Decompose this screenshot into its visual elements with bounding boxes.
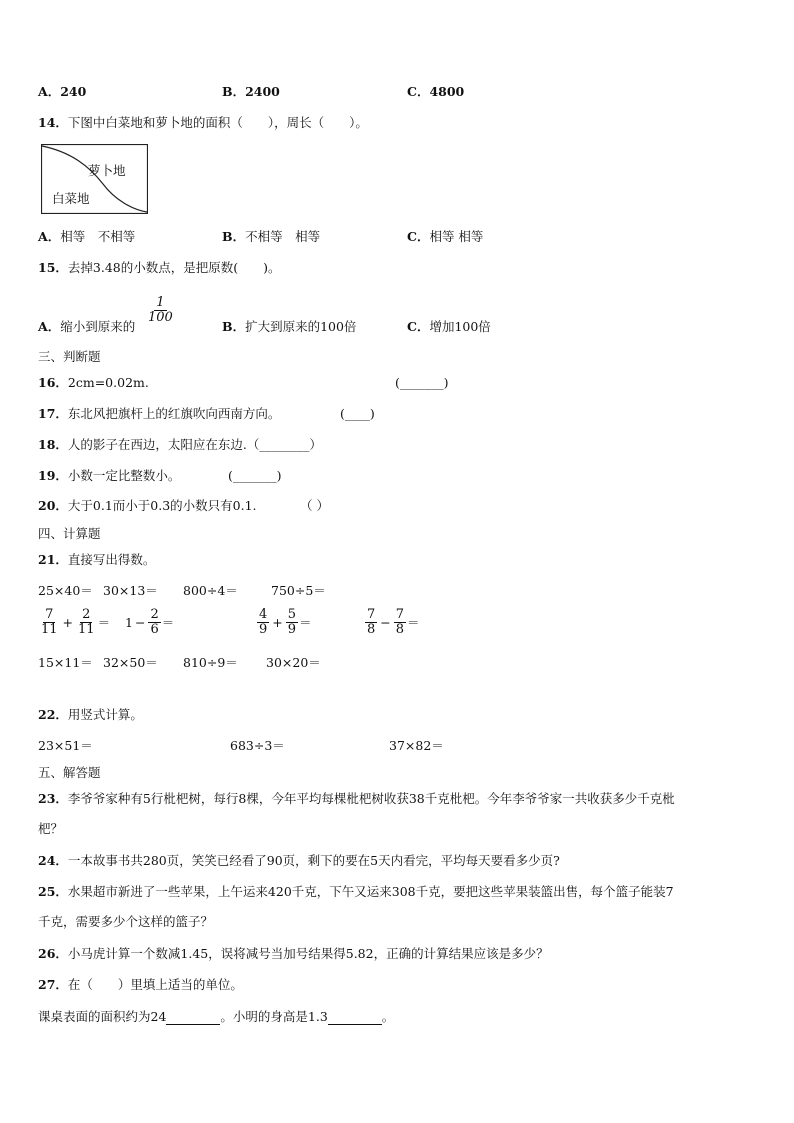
q14-option-a: A．相等 不相等: [38, 229, 136, 244]
q21-r1-c1: 25×40＝: [38, 583, 93, 598]
q13-option-c: C．4800: [407, 84, 465, 99]
q15-fraction: $\frac{1}{100}$: [148, 295, 173, 326]
q23-line-1: 23．李爷爷家种有5行枇杷树，每行8棵，今年平均每棵枇杷树收获38千克枇杷。今年李爷爷家一共收获多少千克枇: [38, 791, 675, 806]
radish-field-label: 萝卜地: [88, 163, 126, 178]
q25-line-2: 千克，需要多少个这样的篮子？: [38, 914, 214, 929]
q19: 19．小数一定比整数小。: [38, 468, 181, 483]
q14-option-c: C．相等 相等: [407, 229, 484, 244]
q27-blank-1[interactable]: [166, 1011, 220, 1025]
q14-diagram: [41, 144, 148, 214]
q21-r3-c1: 15×11＝: [38, 655, 93, 670]
q27-fill-line: 课桌表面的面积约为24 。小明的身高是1.3 。: [38, 1009, 395, 1024]
q15-question: 15．去掉3.48的小数点，是把原数( )。: [38, 260, 281, 275]
q16: 16．2cm=0.02m.: [38, 375, 149, 390]
q21-r3-c2: 32×50＝: [103, 655, 158, 670]
q15-option-b: B．扩大到原来的100倍: [222, 319, 357, 334]
q20-answer-bracket[interactable]: （ ）: [300, 498, 329, 513]
q22-item-3: 37×82＝: [389, 738, 444, 753]
section-5-title: 五、解答题: [38, 765, 101, 780]
q21-r1-c4: 750÷5＝: [271, 583, 326, 598]
cabbage-field-label: 白菜地: [52, 191, 90, 206]
q21-r3-c3: 810÷9＝: [183, 655, 238, 670]
q27-question: 27．在（ ）里填上适当的单位。: [38, 977, 243, 992]
q21-r2-c4: $\frac{7}{8}$ − $\frac{7}{8}$ ＝: [367, 607, 420, 638]
q21-r2-c1: $\frac{7}{11}$ + $\frac{2}{11}$ ＝: [41, 607, 111, 638]
q21-r1-c3: 800÷4＝: [183, 583, 238, 598]
q18: 18．人的影子在西边，太阳应在东边.（________）: [38, 437, 322, 452]
q22-item-2: 683÷3＝: [230, 738, 285, 753]
q22-question: 22．用竖式计算。: [38, 707, 143, 722]
q14-question: 14．下图中白菜地和萝卜地的面积（ ），周长（ ）。: [38, 115, 368, 130]
q22-item-1: 23×51＝: [38, 738, 93, 753]
q13-option-b: B．2400: [222, 84, 280, 99]
section-4-title: 四、计算题: [38, 526, 101, 541]
q23-line-2: 杷？: [38, 821, 64, 836]
q20: 20．大于0.1而小于0.3的小数只有0.1.: [38, 498, 257, 513]
q21-r2-c2: 1 − $\frac{2}{6}$ ＝: [125, 607, 175, 638]
q16-answer-bracket[interactable]: (_______): [395, 375, 449, 390]
q26: 26．小马虎计算一个数减1.45，误将减号当加号结果得5.82，正确的计算结果应该是多少？: [38, 946, 549, 961]
q27-blank-2[interactable]: [328, 1011, 382, 1025]
q21-question: 21．直接写出得数。: [38, 552, 156, 567]
q21-r2-c3: $\frac{4}{9}$ + $\frac{5}{9}$ ＝: [259, 607, 312, 638]
q17-answer-bracket[interactable]: (____): [340, 406, 375, 421]
q15-option-c: C．增加100倍: [407, 319, 491, 334]
q13-option-a: A．240: [38, 84, 87, 99]
q21-r1-c2: 30×13＝: [103, 583, 158, 598]
section-3-title: 三、判断题: [38, 349, 101, 364]
q24: 24．一本故事书共280页，笑笑已经看了90页，剩下的要在5天内看完，平均每天要看多少页?: [38, 853, 560, 868]
q21-r3-c4: 30×20＝: [266, 655, 321, 670]
q17: 17．东北风把旗杆上的红旗吹向西南方向。: [38, 406, 281, 421]
q19-answer-bracket[interactable]: (_______): [228, 468, 282, 483]
q14-option-b: B．不相等 相等: [222, 229, 321, 244]
q25-line-1: 25．水果超市新进了一些苹果，上午运来420千克，下午又运来308千克，要把这些苹果装篮出售，每个篮子能装7: [38, 884, 674, 899]
q15-option-a: A．缩小到原来的: [38, 319, 136, 334]
